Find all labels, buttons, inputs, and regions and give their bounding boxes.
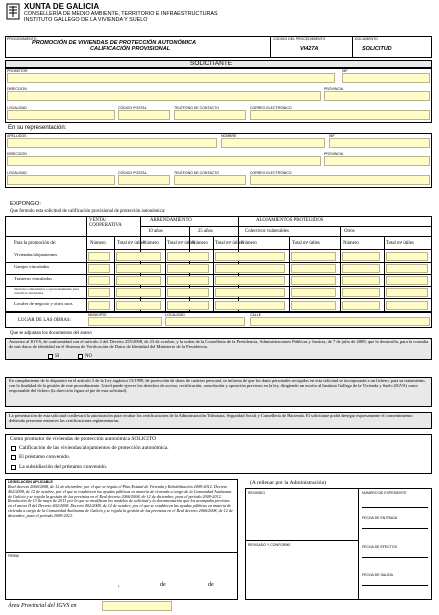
hdr-numero-5: Número bbox=[343, 241, 359, 246]
xunta-logo bbox=[6, 3, 20, 20]
adjuntan-text: Autorizo al IGVS, de conformidad con el artículo 2 del Decreto 255/2008, de 23 de octubre, y la orden de la Consellería de la Presidencia, Administraciones Públicas y Justicia, de 7 de julio de 2009, que lo desarrolla, para la consulta de mis datos de identidad en el Sistema de Verificación de Datos de Identidad del Ministerio de la Presidencia. bbox=[9, 339, 429, 349]
rep-apellidos-field[interactable] bbox=[7, 138, 217, 148]
dept-line2: INSTITUTO GALLEGO DE LA VIVIENDA Y SUELO bbox=[24, 17, 148, 23]
efectos-label: FECHA DE EFECTOS bbox=[362, 545, 397, 549]
quantity-field[interactable] bbox=[342, 301, 380, 310]
representacion-title: En su representación: bbox=[8, 125, 67, 131]
quantity-field[interactable] bbox=[291, 288, 336, 297]
direccion-field[interactable] bbox=[7, 91, 321, 101]
email-label: CORREO ELECTRÓNICO bbox=[250, 106, 292, 110]
tel-label: TELÉFONO DE CONTACTO bbox=[174, 106, 219, 110]
quantity-field[interactable] bbox=[116, 301, 161, 310]
opt2-checkbox[interactable] bbox=[11, 455, 16, 460]
quantity-field[interactable] bbox=[342, 276, 380, 285]
area-label: Área Provincial del IGVS en bbox=[8, 603, 77, 609]
localidad-label: LOCALIDAD bbox=[7, 106, 27, 110]
rep-localidad-field[interactable] bbox=[7, 175, 115, 185]
row-label: Locales de negocio y otros usos bbox=[14, 301, 73, 306]
opt1-checkbox[interactable] bbox=[11, 446, 16, 451]
municipio-field[interactable] bbox=[88, 317, 162, 326]
proc-label: PROCEDIMIENTO bbox=[7, 37, 37, 41]
quantity-field[interactable] bbox=[215, 252, 285, 261]
rep-cp-label: CÓDIGO POSTAL bbox=[118, 171, 147, 175]
quantity-field[interactable] bbox=[386, 264, 428, 273]
recibido-label: RECIBIDO bbox=[248, 491, 265, 495]
area-field[interactable] bbox=[102, 601, 172, 611]
lugar-localidad-label: LOCALIDAD bbox=[165, 313, 185, 317]
quantity-field[interactable] bbox=[291, 276, 336, 285]
quantity-field[interactable] bbox=[88, 288, 110, 297]
row-label: Servicios comunitarios o aprovechamiento para colectivos vinculados bbox=[14, 287, 79, 295]
rep-direccion-label: DIRECCIÓN bbox=[7, 152, 27, 156]
quantity-field[interactable] bbox=[116, 264, 161, 273]
legal-text-2: La presentación de esta solicitud conllevará la autorización para recabar los certificaciones de la Administración Tributaria, Seguridad Social y Consellería de Hacienda. El solicitante podrá denegar expresamente el consentimiento debiendo presentar entonces las certificaciones reglamentarias. bbox=[9, 413, 413, 423]
admin-title: (A rellenar por la Administración) bbox=[250, 480, 327, 486]
opt3-checkbox[interactable] bbox=[11, 465, 16, 470]
proc-title2: CALIFICACIÓN PROVISIONAL bbox=[90, 46, 171, 52]
logo-text: XUNTA DE GALICIA bbox=[24, 2, 100, 11]
quantity-field[interactable] bbox=[116, 288, 161, 297]
quantity-field[interactable] bbox=[215, 301, 285, 310]
promotor-field[interactable] bbox=[7, 73, 335, 83]
calle-field[interactable] bbox=[250, 317, 430, 326]
date-de-2: de bbox=[208, 582, 214, 588]
rep-nif-field[interactable] bbox=[329, 138, 430, 148]
quantity-field[interactable] bbox=[116, 252, 161, 261]
opt1-label: Calificación de las viviendas/alojamientos de protección autonómica. bbox=[19, 445, 169, 451]
nif-label: NIF bbox=[342, 69, 348, 73]
quantity-field[interactable] bbox=[215, 276, 285, 285]
rep-provincia-label: PROVINCIA bbox=[324, 152, 344, 156]
localidad-field[interactable] bbox=[7, 110, 115, 120]
solicitante-title: SOLICITANTE bbox=[190, 60, 233, 67]
legislacion-title: LEGISLACIÓN APLICABLE bbox=[8, 480, 53, 484]
opt3-label: La subsidiación del préstamo convenido. bbox=[19, 464, 108, 470]
hdr-total-5: Total m² útiles bbox=[386, 241, 414, 246]
quantity-field[interactable] bbox=[291, 301, 336, 310]
quantity-field[interactable] bbox=[167, 252, 209, 261]
cp-field[interactable] bbox=[118, 110, 170, 120]
quantity-field[interactable] bbox=[342, 264, 380, 273]
rep-tel-label: TELÉFONO DE CONTACTO bbox=[174, 171, 219, 175]
no-checkbox[interactable] bbox=[78, 354, 83, 359]
quantity-field[interactable] bbox=[291, 264, 336, 273]
direccion-label: DIRECCIÓN bbox=[7, 87, 27, 91]
quantity-field[interactable] bbox=[215, 288, 285, 297]
col-arrend: ARRENDAMIENTO bbox=[150, 218, 192, 223]
quantity-field[interactable] bbox=[386, 252, 428, 261]
tel-field[interactable] bbox=[174, 110, 246, 120]
rep-email-label: CORREO ELECTRÓNICO bbox=[250, 171, 292, 175]
hdr-total-2: Total m² útiles bbox=[167, 241, 195, 246]
quantity-field[interactable] bbox=[215, 264, 285, 273]
calle-label: CALLE bbox=[250, 313, 262, 317]
rep-nombre-label: NOMBRE bbox=[221, 134, 237, 138]
rep-provincia-field[interactable] bbox=[324, 156, 430, 166]
quantity-field[interactable] bbox=[167, 276, 209, 285]
para-promocion: Para la promoción de: bbox=[14, 241, 57, 246]
quantity-field[interactable] bbox=[167, 264, 209, 273]
sub-25: 25 años bbox=[198, 229, 213, 234]
code-value: VI427A bbox=[300, 46, 319, 52]
solicito-title: Como promotor de viviendas de protección autonómica SOLICITO bbox=[10, 436, 156, 442]
quantity-field[interactable] bbox=[167, 288, 209, 297]
provincia-field[interactable] bbox=[324, 91, 430, 101]
quantity-field[interactable] bbox=[342, 252, 380, 261]
sub-otros: Otros bbox=[344, 229, 355, 234]
lugar-label: LUGAR DE LAS OBRAS: bbox=[18, 318, 71, 323]
quantity-field[interactable] bbox=[88, 252, 110, 261]
cp-label: CÓDIGO POSTAL bbox=[118, 106, 147, 110]
quantity-field[interactable] bbox=[88, 301, 110, 310]
hdr-numero-1: Número bbox=[90, 241, 106, 246]
proc-title1: PROMOCIÓN DE VIVIENDAS DE PROTECCIÓN AUTONÓMICA bbox=[32, 40, 197, 46]
quantity-field[interactable] bbox=[88, 264, 110, 273]
rep-email-field[interactable] bbox=[250, 175, 430, 185]
date-de-1: de bbox=[160, 582, 166, 588]
quantity-field[interactable] bbox=[386, 301, 428, 310]
salida-date-line bbox=[362, 585, 428, 586]
hdr-numero-2: Número bbox=[143, 241, 159, 246]
salida-label: FECHA DE SALIDA bbox=[362, 573, 393, 577]
expongo-intro: Que formulo esta solicitud de calificación provisional de protección autonómica: bbox=[10, 209, 166, 214]
hdr-total-1: Total m² útiles bbox=[117, 241, 145, 246]
municipio-label: MUNICIPIO bbox=[88, 313, 107, 317]
efectos-date-line bbox=[362, 557, 428, 558]
doc-label: DOCUMENTO bbox=[355, 37, 378, 41]
sub-colect: Colectivos vulnerables bbox=[245, 229, 289, 234]
doc-value: SOLICITUD bbox=[362, 46, 392, 52]
rep-direccion-field[interactable] bbox=[7, 156, 321, 166]
si-checkbox[interactable] bbox=[48, 354, 53, 359]
hdr-numero-3: Número bbox=[192, 241, 208, 246]
expediente-label: NÚMERO DE EXPEDIENTE bbox=[362, 491, 407, 495]
quantity-field[interactable] bbox=[386, 288, 428, 297]
row-label: Trasteros vinculados bbox=[14, 276, 52, 281]
hdr-total-3: Total m² útiles bbox=[215, 241, 243, 246]
quantity-field[interactable] bbox=[116, 276, 161, 285]
quantity-field[interactable] bbox=[291, 252, 336, 261]
row-label: Garajes vinculados bbox=[14, 264, 50, 269]
col-aloj: ALOJAMIENTOS PROTEGIDOS bbox=[256, 218, 324, 223]
entrada-label: FECHA DE ENTRADA bbox=[362, 516, 398, 520]
si-label: SI bbox=[55, 354, 60, 359]
code-label: CÓDIGO DEL PROCEDIMIENTO bbox=[273, 37, 326, 41]
expongo-title: EXPONGO: bbox=[10, 201, 41, 207]
email-field[interactable] bbox=[250, 110, 430, 120]
quantity-field[interactable] bbox=[342, 288, 380, 297]
sub-10: 10 años bbox=[148, 229, 163, 234]
no-label: NO bbox=[85, 354, 92, 359]
hdr-total-4: Total m² útiles bbox=[292, 241, 320, 246]
rep-nif-label: NIF bbox=[329, 134, 335, 138]
quantity-field[interactable] bbox=[386, 276, 428, 285]
rep-tel-field[interactable] bbox=[174, 175, 246, 185]
rep-localidad-label: LOCALIDAD bbox=[7, 171, 27, 175]
rep-apellidos-label: APELLIDOS bbox=[7, 134, 27, 138]
quantity-field[interactable] bbox=[88, 276, 110, 285]
rep-nombre-field[interactable] bbox=[221, 138, 325, 148]
provincia-label: PROVINCIA bbox=[324, 87, 344, 91]
opt2-label: El préstamo convenido. bbox=[19, 454, 71, 460]
rep-cp-field[interactable] bbox=[118, 175, 170, 185]
revisado-label: REVISADO Y CONFORME bbox=[248, 543, 291, 547]
legislacion-text: Real decreto 2066/2008, de 12 de diciembre, por el que se regula el Plan Estatal de Vivienda y Rehabilitación 2009-2012. Decreto 402/2008, de 12 de octubre, por el que se establecen las ayudas públicas en materia de vivienda a cargo de la Comunidad Autónoma de Galicia y se regula la gestión de las previstas en el Real decreto 2066/2008, de 12 de diciembre, para el período 2009-2012. Resolución de 13 de mayo de 2013 por la que se modifican los modelos de solicitud y la documentación que los acompaña previstos en el anexo II del Decreto 402/2008. Decreto 402/2008, de 12 de octubre, por el que se establecen las ayudas públicas en materia de vivienda a cargo de la Comunidad Autónoma de Galicia y se regula la gestión de las previstas en el Real decreto 2066/2008, de 12 de diciembre, para el período 2009-2012. bbox=[8, 484, 233, 518]
dept-line1: CONSELLERÍA DE MEDIO AMBIENTE, TERRITORIO E INFRAESTRUCTURAS bbox=[24, 11, 218, 17]
hdr-numero-4: Número bbox=[241, 241, 257, 246]
lugar-localidad-field[interactable] bbox=[165, 317, 245, 326]
legal-text-1: En cumplimiento de lo dispuesto en el artículo 5 de la Ley orgánica 15/1999, de protección de datos de carácter personal, se informa de que los datos personales recogidos en esta solicitud se incorporarán a un fichero, para su tratamiento, con la finalidad de la gestión de este procedimiento. Usted puede ejercer los derechos de acceso, rectificación, cancelación y oposición previstos en la ley, dirigiendo un escrito al Instituto Gallego de la Vivienda y Suelo (IGVS) como responsable del fichero (la dirección figura al pie de esta solicitud). bbox=[9, 378, 426, 393]
promotor-label: PROMOTOR bbox=[7, 69, 28, 73]
date-comma: , bbox=[118, 582, 120, 588]
adjuntan-title: Que se adjuntan los documentos del anexo bbox=[10, 331, 92, 336]
col-venta: VENTA/ COOPERATIVA bbox=[89, 218, 122, 229]
entrada-date-line bbox=[362, 528, 428, 529]
firma-label: FIRMA bbox=[8, 554, 19, 558]
row-label: Viviendas/alojamientos bbox=[14, 252, 58, 257]
quantity-field[interactable] bbox=[167, 301, 209, 310]
nif-field[interactable] bbox=[342, 73, 430, 83]
